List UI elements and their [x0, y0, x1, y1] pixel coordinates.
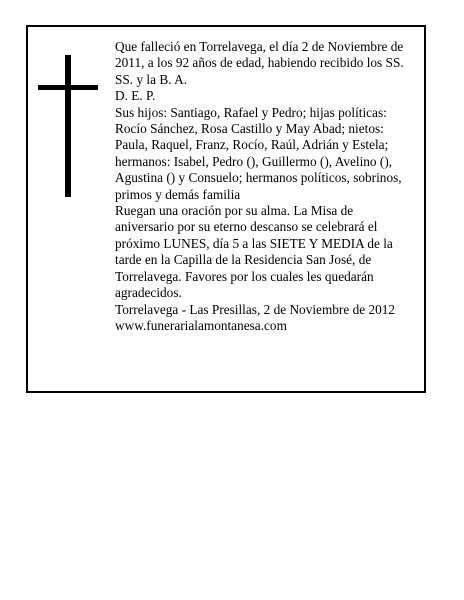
place-date: Torrelavega - Las Presillas, 2 de Noviembre de 2012 [115, 301, 396, 317]
rest-in-peace: D. E. P. [115, 88, 156, 104]
cross-horizontal-bar [38, 85, 98, 90]
notice-text [115, 39, 415, 334]
website: www.funerarialamontanesa.com [115, 317, 287, 333]
cross-icon [38, 55, 98, 197]
cross-vertical-bar [65, 55, 71, 197]
mass-announcement: Ruegan una oración por su alma. La Misa de aniversario por su eterno descanso se celebrará el próximo LUNES, día 5 a las SIETE Y MEDIA de la tarde en la Capilla de la Residencia San José, de Torrelavega. Favores por los cuales les quedarán agradecidos. [115, 203, 393, 301]
death-statement: Que falleció en Torrelavega, el día 2 de Noviembre de 2011, a los 92 años de edad, habiendo recibido los SS. SS. y la B. A. [115, 39, 404, 87]
family-list: Sus hijos: Santiago, Rafael y Pedro; hijas políticas: Rocío Sánchez, Rosa Castillo y May Abad; nietos: Paula, Raquel, Franz, Rocío, Raúl, Adrián y Estela; hermanos: Isabel, Pedro (), Guillermo (), Avelino (), Agustina () y Consuelo; hermanos políticos, sobrinos, primos y demás familia [115, 104, 402, 202]
obituary-notice [26, 25, 426, 393]
